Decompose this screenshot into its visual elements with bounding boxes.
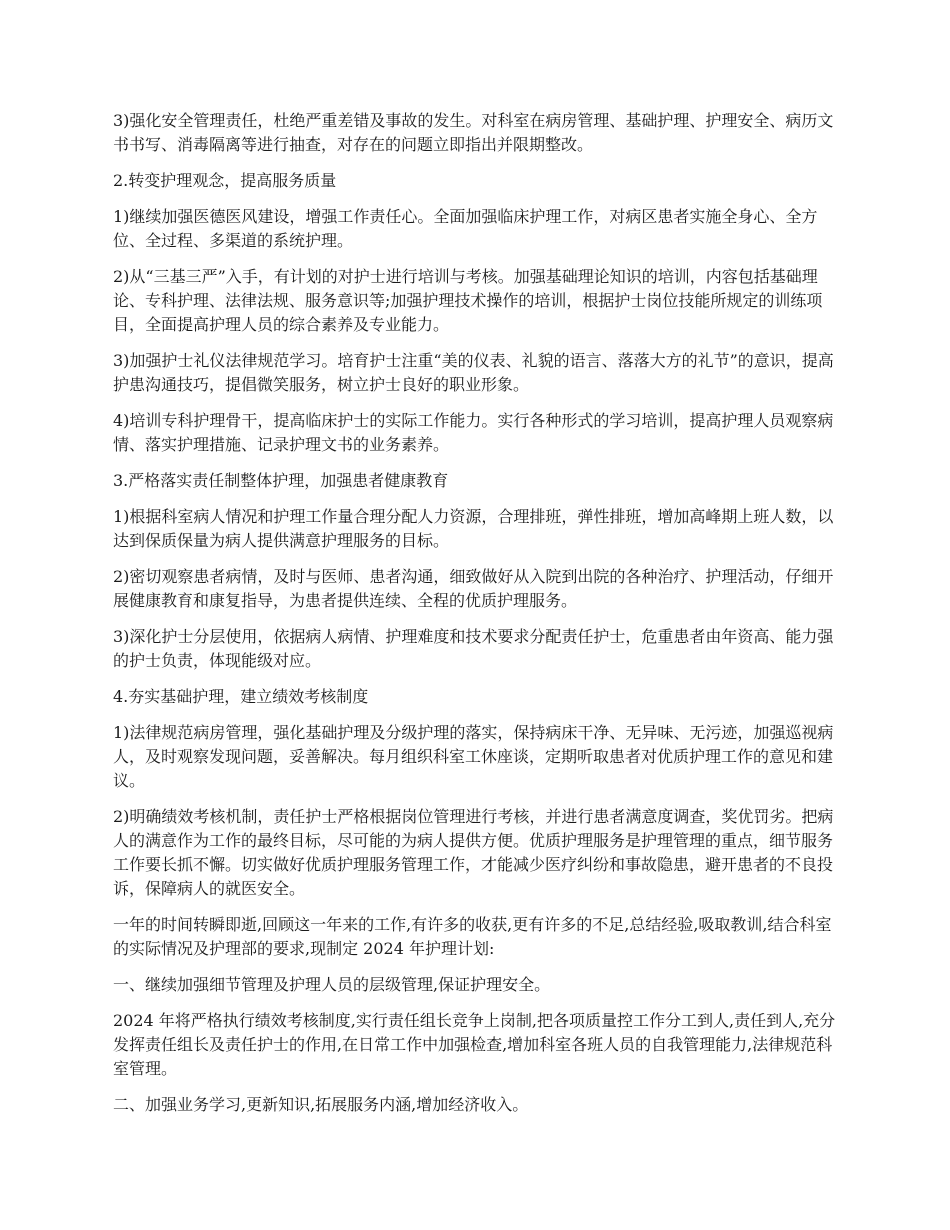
paragraph: 3)深化护士分层使用，依据病人病情、护理难度和技术要求分配责任护士，危重患者由年资高、能力强的护士负责，体现能级对应。 <box>113 627 834 670</box>
paragraph: 3)强化安全管理责任，杜绝严重差错及事故的发生。对科室在病房管理、基础护理、护理安全、病历文书书写、消毒隔离等进行抽查，对存在的问题立即指出并限期整改。 <box>113 111 834 154</box>
document-page <box>113 109 839 1129</box>
paragraph: 1)根据科室病人情况和护理工作量合理分配人力资源，合理排班，弹性排班，增加高峰期上班人数，以达到保质保量为病人提供满意护理服务的目标。 <box>113 507 834 550</box>
section-heading: 一、继续加强细节管理及护理人员的层级管理,保证护理安全。 <box>113 975 551 994</box>
paragraph: 1)法律规范病房管理，强化基础护理及分级护理的落实，保持病床干净、无异味、无污迹，加强巡视病人，及时观察发现问题，妥善解决。每月组织科室工休座谈，定期听取患者对优质护理工作的意见和建议。 <box>113 723 834 790</box>
paragraph: 一年的时间转瞬即逝,回顾这一年来的工作,有许多的收获,更有许多的不足,总结经验,吸取教训,结合科室的实际情况及护理部的要求,现制定 2024 年护理计划: <box>113 915 832 958</box>
section-heading: 4.夯实基础护理，建立绩效考核制度 <box>113 687 369 706</box>
paragraph: 2)从“三基三严”入手，有计划的对护士进行培训与考核。加强基础理论知识的培训，内容包括基础理论、专科护理、法律法规、服务意识等;加强护理技术操作的培训，根据护士岗位技能所规定的训练项目，全面提高护理人员的综合素养及专业能力。 <box>113 267 823 334</box>
paragraph: 1)继续加强医德医风建设，增强工作责任心。全面加强临床护理工作，对病区患者实施全身心、全方位、全过程、多渠道的系统护理。 <box>113 207 818 250</box>
section-heading: 3.严格落实责任制整体护理，加强患者健康教育 <box>113 471 449 490</box>
paragraph: 2)密切观察患者病情，及时与医师、患者沟通，细致做好从入院到出院的各种治疗、护理活动，仔细开展健康教育和康复指导，为患者提供连续、全程的优质护理服务。 <box>113 567 834 610</box>
paragraph: 4)培训专科护理骨干，提高临床护士的实际工作能力。实行各种形式的学习培训，提高护理人员观察病情、落实护理措施、记录护理文书的业务素养。 <box>113 411 834 454</box>
paragraph: 2024 年将严格执行绩效考核制度,实行责任组长竞争上岗制,把各项质量控工作分工到人,责任到人,充分发挥责任组长及责任护士的作用,在日常工作中加强检查,增加科室各班人员的自我管理能力,法律规范科室管理。 <box>113 1011 836 1078</box>
section-heading: 二、加强业务学习,更新知识,拓展服务内涵,增加经济收入。 <box>113 1095 529 1114</box>
section-heading: 2.转变护理观念，提高服务质量 <box>113 171 337 190</box>
paragraph: 2)明确绩效考核机制，责任护士严格根据岗位管理进行考核，并进行患者满意度调查，奖优罚劣。把病人的满意作为工作的最终目标，尽可能的为病人提供方便。优质护理服务是护理管理的重点，细节服务工作要长抓不懈。切实做好优质护理服务管理工作，才能减少医疗纠纷和事故隐患，避开患者的不良投诉，保障病人的就医安全。 <box>113 807 834 898</box>
paragraph: 3)加强护士礼仪法律规范学习。培育护士注重“美的仪表、礼貌的语言、落落大方的礼节”的意识，提高护患沟通技巧，提倡微笑服务，树立护士良好的职业形象。 <box>113 351 834 394</box>
